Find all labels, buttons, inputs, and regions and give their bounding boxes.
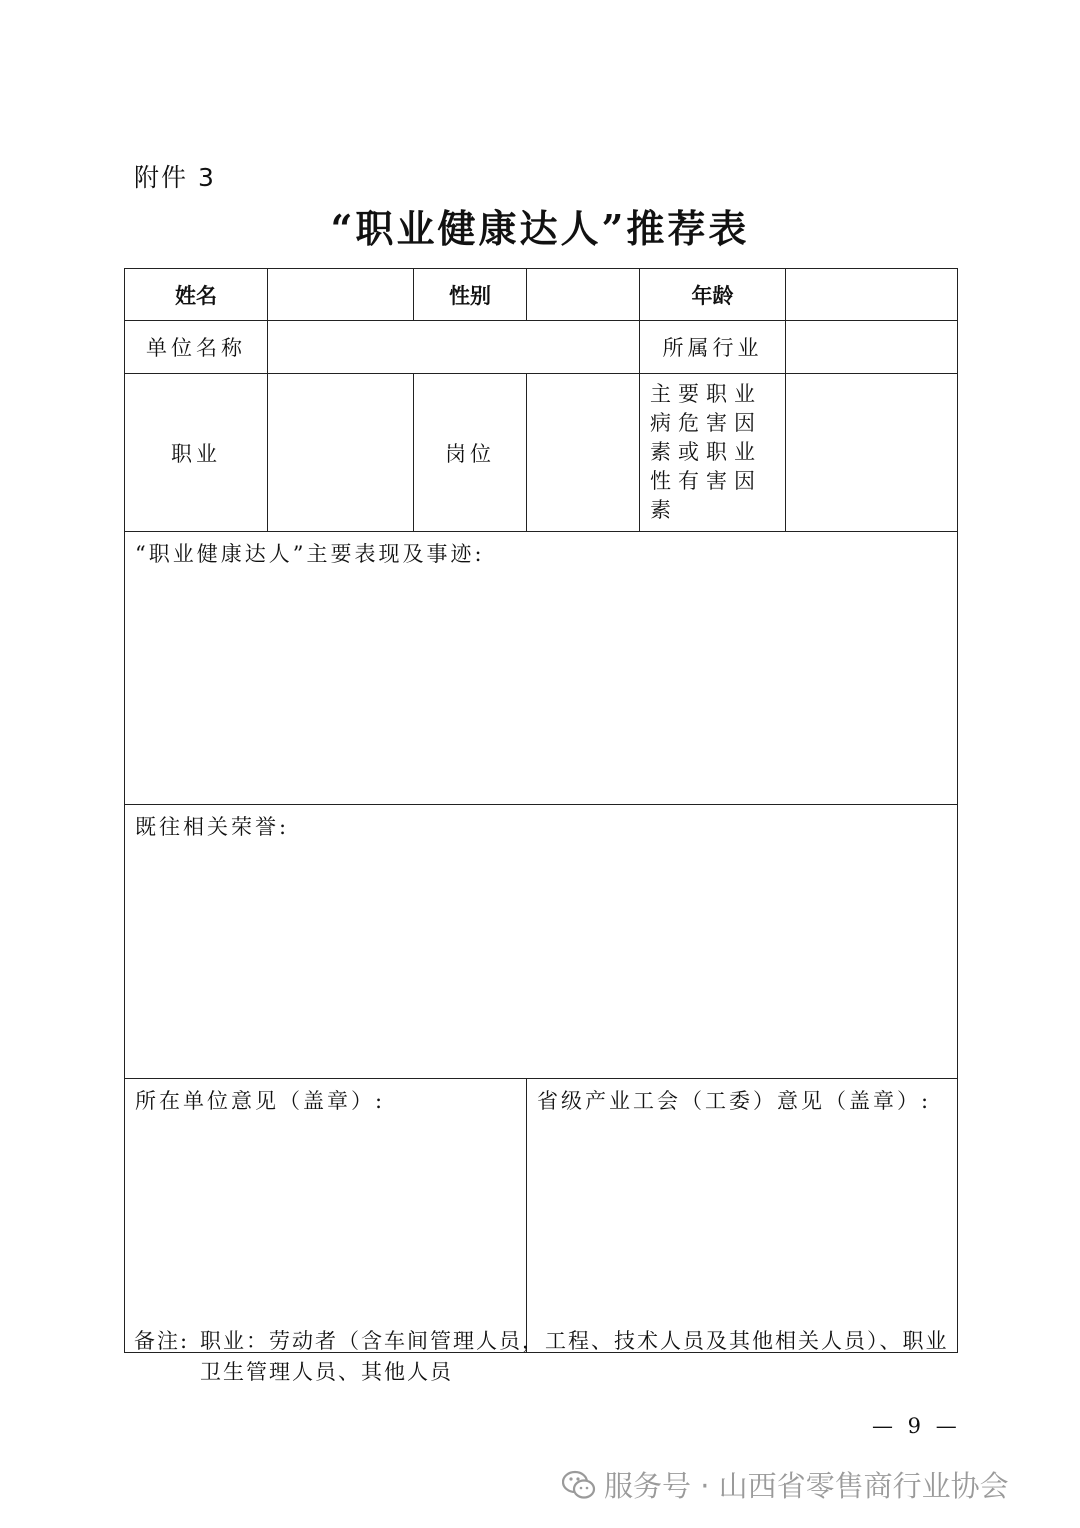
page-number: — 9 — [872, 1414, 961, 1438]
page-title: “职业健康达人”推荐表 [330, 206, 750, 251]
main-deeds-section[interactable] [125, 532, 958, 805]
gender-field[interactable] [527, 269, 640, 321]
union-opinion-section[interactable] [527, 1079, 958, 1353]
unit-name-label: 单位名称 [125, 321, 268, 374]
industry-label: 所属行业 [640, 321, 786, 374]
hazard-factors-field[interactable] [786, 374, 958, 532]
past-honors-section[interactable] [125, 805, 958, 1079]
position-field[interactable] [527, 374, 640, 532]
age-field[interactable] [786, 269, 958, 321]
watermark [562, 1464, 1009, 1505]
recommendation-form [124, 268, 958, 1353]
remarks-text: 职业：劳动者（含车间管理人员，工程、技术人员及其他相关人员）、职业卫生管理人员、其他人员 [200, 1329, 949, 1384]
unit-opinion-label: 所在单位意见（盖章）: [135, 1089, 386, 1113]
union-opinion-label: 省级产业工会（工委）意见（盖章）: [537, 1089, 932, 1113]
unit-name-field[interactable] [268, 321, 640, 374]
age-label: 年龄 [640, 269, 786, 321]
past-honors-label: 既往相关荣誉: [135, 815, 290, 839]
industry-field[interactable] [786, 321, 958, 374]
gender-label: 性别 [414, 269, 527, 321]
watermark-text: 服务号 · 山西省零售商行业协会 [604, 1469, 1009, 1503]
remarks-label: 备注: [134, 1329, 190, 1353]
unit-opinion-section[interactable] [125, 1079, 527, 1353]
attachment-label: 附件 3 [134, 163, 216, 192]
name-label: 姓名 [125, 269, 268, 321]
name-field[interactable] [268, 269, 414, 321]
occupation-field[interactable] [268, 374, 414, 532]
hazard-factors-label: 主要职业病危害因素或职业性有害因素 [640, 374, 786, 532]
remarks [134, 1326, 954, 1388]
wechat-icon [562, 1470, 596, 1500]
main-deeds-label: “职业健康达人”主要表现及事迹: [135, 542, 485, 566]
position-label: 岗位 [414, 374, 527, 532]
occupation-label: 职业 [125, 374, 268, 532]
